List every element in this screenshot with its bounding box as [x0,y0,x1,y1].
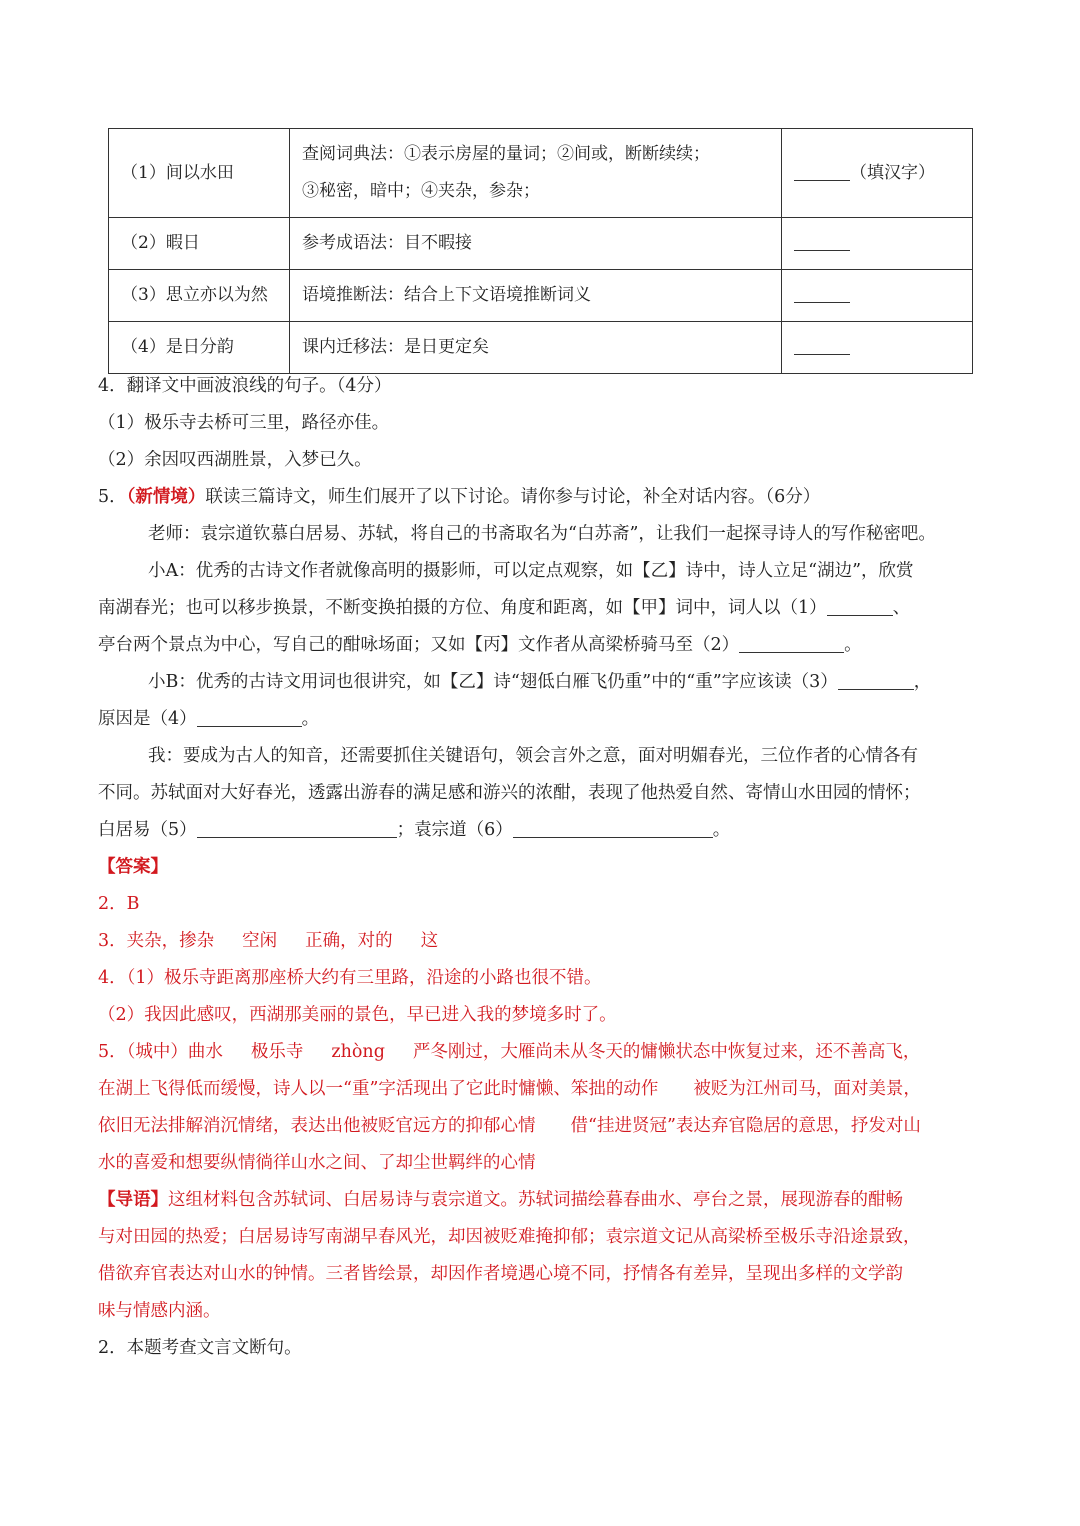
vocabulary-table [108,128,973,374]
guide-line-3: 借欲弃官表达对山水的钟情。三者皆绘景，却因作者境遇心境不同，抒情各有差异，呈现出多样的文学韵 [98,1264,903,1284]
table-cell-word: （4）是日分韵 [109,322,290,374]
answer-blank[interactable] [794,230,850,251]
question-4-sentence-2: （2）余因叹西湖胜景，入梦已久。 [98,450,372,470]
question-5-title [98,479,988,516]
text-span: 。 [844,635,862,655]
table-cell-method [290,129,782,218]
text-span: 原因是（4） [98,709,197,729]
text-span: ， [913,672,932,692]
table-cell-answer [782,218,973,270]
table-row [109,129,973,218]
question-4-title: 4．翻译文中画波浪线的句子。（4分） [98,376,392,396]
answer-blank[interactable] [794,334,850,355]
answer-segment: 这 [420,931,439,951]
guide-line-2: 与对田园的热爱；白居易诗写南湖早春风光，却因被贬难掩抑郁；袁宗道文记从高梁桥至极乐寺沿途景致， [98,1227,921,1247]
guide-line-4: 味与情感内涵。 [98,1301,221,1321]
answer-4-2: （2）我因此感叹，西湖那美丽的景色，早已进入我的梦境多时了。 [98,1005,617,1025]
answer-heading: 【答案】 [98,857,168,877]
text-span: 这组材料包含苏轼词、白居易诗与袁宗道文。苏轼词描绘暮春曲水、亭台之景，展现游春的酣畅 [168,1190,903,1210]
answer-5-line-3: 依旧无法排解消沉情绪，表达出他被贬官远方的抑郁心情 借“挂进贤冠”表达弃官隐居的意思，抒发对山 [98,1116,921,1136]
table-row [109,218,973,270]
answer-4-1: 4．（1）极乐寺距离那座桥大约有三里路，沿途的小路也很不错。 [98,968,602,988]
answer-blank[interactable] [794,160,850,181]
student-a-line-2 [98,590,988,627]
table-cell-word: （1）间以水田 [109,129,290,218]
analysis-2: 2．本题考查文言文断句。 [98,1338,302,1358]
table-cell-answer [782,270,973,322]
text-span: 白居易（5） [98,820,197,840]
table-cell-answer [782,129,973,218]
table-cell-word: （2）暇日 [109,218,290,270]
answer-segment: 空闲 [242,931,278,951]
answer-segment: 严冬刚过，大雁尚未从冬天的慵懒状态中恢复过来，还不善高飞， [412,1042,921,1062]
answer-segment: 正确，对的 [305,931,393,951]
me-line-2: 不同。苏轼面对大好春光，透露出游春的满足感和游兴的浓酣，表现了他热爱自然、寄情山水田园的情怀； [98,783,921,803]
question-number: 5． [98,487,127,507]
answer-3 [98,923,988,960]
student-a-line-1: 小A：优秀的古诗文作者就像高明的摄影师，可以定点观察，如【乙】诗中，诗人立足“湖边”，欣赏 [148,561,914,581]
blank-3[interactable] [838,669,914,690]
answer-2: 2．B [98,894,140,914]
guide-tag: 【导语】 [98,1190,168,1210]
answer-segment: zhòng [331,1042,385,1062]
teacher-line: 老师：袁宗道钦慕白居易、苏轼，将自己的书斋取名为“白苏斋”，让我们一起探寻诗人的写作秘密吧。 [148,524,936,544]
text-span: 南湖春光；也可以移步换景，不断变换拍摄的方位、角度和距离，如【甲】词中，词人以（1） [98,598,827,618]
text-span: 。 [712,820,731,840]
answer-segment: 5．（城中）曲水 [98,1042,223,1062]
student-a-line-3 [98,627,988,664]
table-row [109,270,973,322]
text-span: 亭台两个景点为中心，写自己的酣咏场面；又如【丙】文作者从高梁桥骑马至（2） [98,635,740,655]
student-b-line-1 [148,664,1038,701]
text-span: 小B：优秀的古诗文用词也很讲究，如【乙】诗“翅低白雁飞仍重”中的“重”字应该读（3） [148,672,838,692]
text-span: 。 [301,709,320,729]
answer-5-line-1 [98,1034,988,1071]
table-cell-method: 语境推断法：结合上下文语境推断词义 [290,270,782,322]
blank-5[interactable] [197,817,397,838]
table-cell-answer [782,322,973,374]
answer-segment: 3．夹杂，掺杂 [98,931,215,951]
answer-5-line-4: 水的喜爱和想要纵情徜徉山水之间、了却尘世羁绊的心情 [98,1153,536,1173]
text-span: 、 [892,598,911,618]
blank-6[interactable] [513,817,713,838]
question-4-sentence-1: （1）极乐寺去桥可三里，路径亦佳。 [98,413,390,433]
new-context-tag: （新情境） [126,487,206,507]
blank-2[interactable] [739,632,844,653]
table-cell-method: 课内迁移法：是日更定矣 [290,322,782,374]
method-line-1: 查阅词典法：①表示房屋的量词；②间或，断断续续； [302,144,710,164]
me-line-3 [98,812,988,849]
student-b-line-2 [98,701,988,738]
blank-4[interactable] [197,706,302,727]
answer-blank[interactable] [794,282,850,303]
question-5-intro: 联读三篇诗文，师生们展开了以下讨论。请你参与讨论，补全对话内容。（6分） [205,487,821,507]
answer-hint: （填汉字） [850,162,935,183]
answer-5-line-2: 在湖上飞得低而缓慢，诗人以一“重”字活现出了它此时慵懒、笨拙的动作 被贬为江州司马，面对美景， [98,1079,921,1099]
table-row [109,322,973,374]
table-cell-method: 参考成语法：目不暇接 [290,218,782,270]
me-line-1: 我：要成为古人的知音，还需要抓住关键语句，领会言外之意，面对明媚春光，三位作者的心情各有 [148,746,918,766]
blank-1[interactable] [827,595,893,616]
answer-segment: 极乐寺 [250,1042,304,1062]
text-span: ；袁宗道（6） [396,820,513,840]
table-cell-word: （3）思立亦以为然 [109,270,290,322]
guide-line-1 [98,1182,988,1219]
method-line-2: ③秘密，暗中；④夹杂，参杂； [302,181,540,201]
